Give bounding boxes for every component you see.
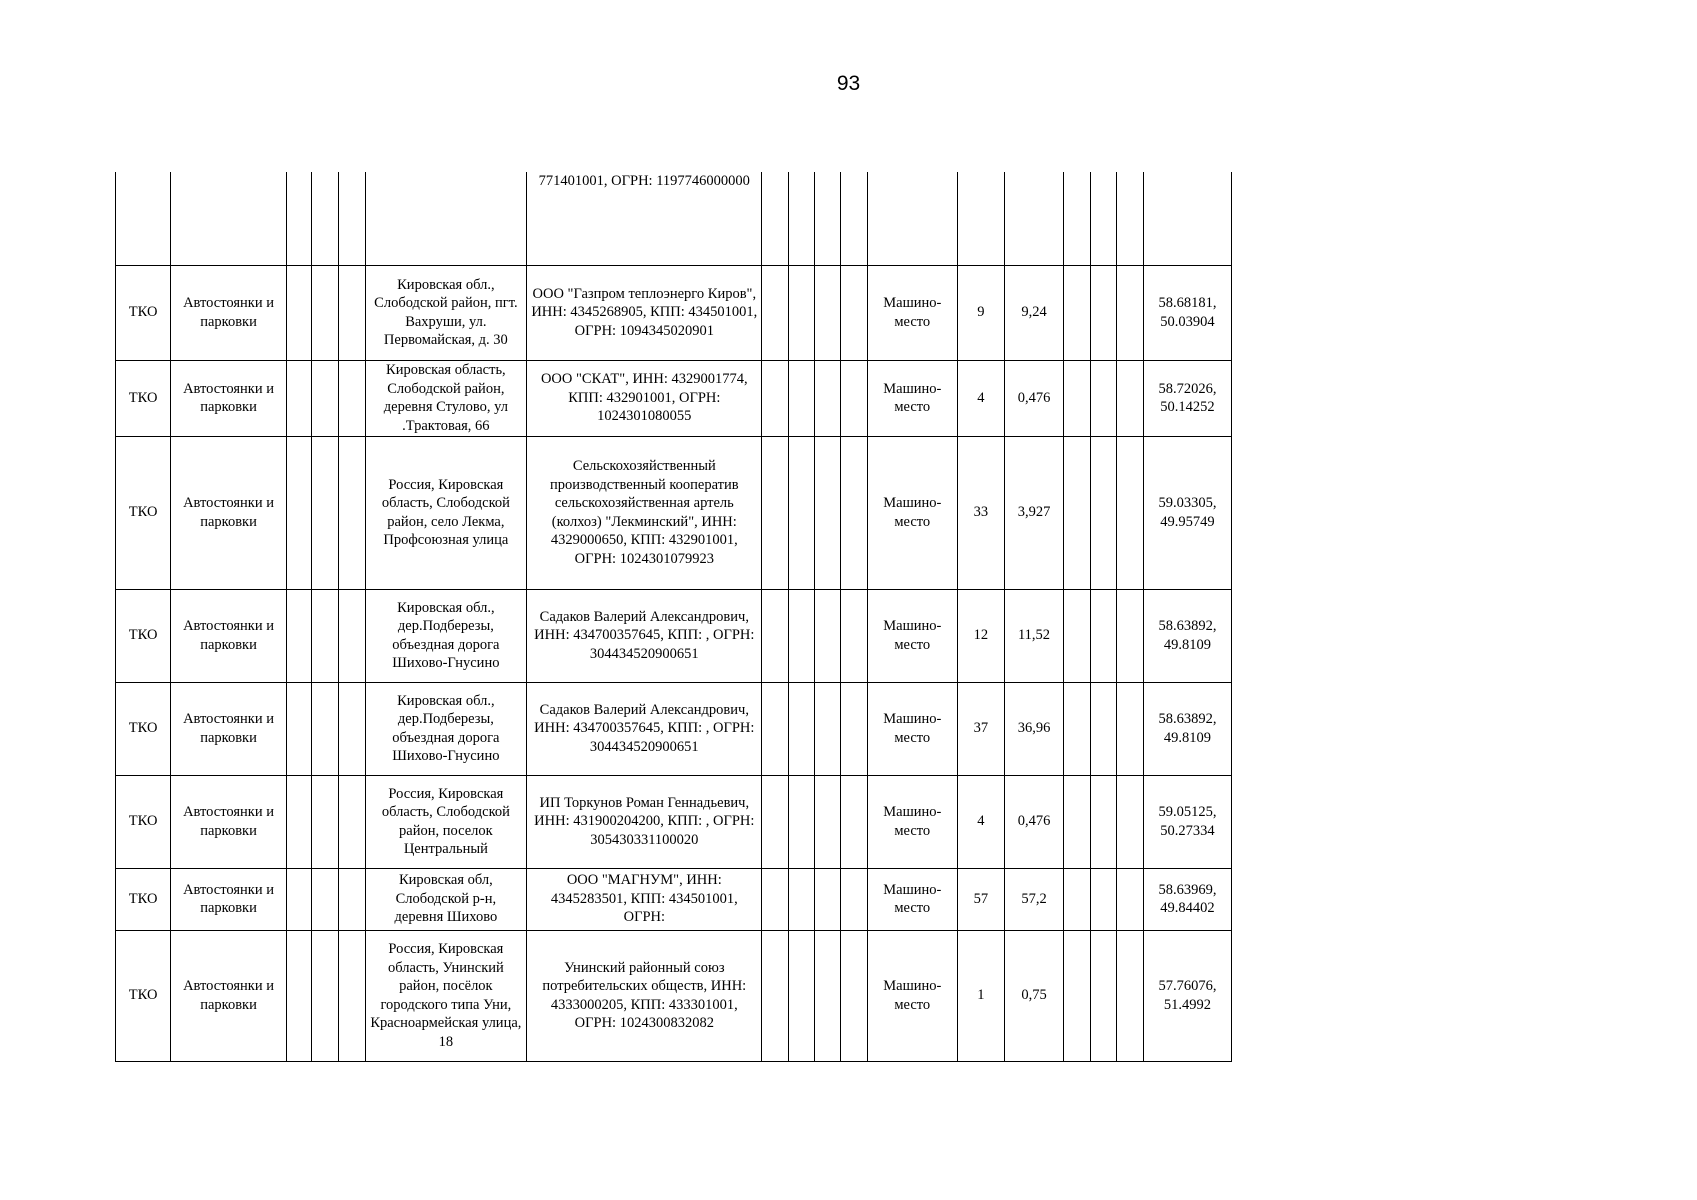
address-cell: Кировская обл, Слободской р-н, деревня Шихово (365, 868, 527, 930)
empty-cell (1064, 360, 1091, 436)
address-cell: Россия, Кировская область, Слободской район, поселок Центральный (365, 775, 527, 868)
empty-cell (762, 360, 789, 436)
empty-cell (1117, 436, 1144, 589)
empty-cell (1090, 775, 1117, 868)
empty-cell (312, 265, 339, 360)
type-cell: ТКО (116, 930, 171, 1061)
registry-table (115, 172, 1232, 1062)
empty-cell (841, 589, 868, 682)
empty-cell (762, 682, 789, 775)
empty-cell (841, 360, 868, 436)
category-cell: Автостоянки и парковки (171, 930, 287, 1061)
table-row (116, 436, 1232, 589)
coords-cell: 59.05125, 50.27334 (1143, 775, 1231, 868)
empty-cell (1090, 360, 1117, 436)
empty-cell (312, 589, 339, 682)
empty-cell (789, 589, 815, 682)
empty-cell (1090, 682, 1117, 775)
empty-cell (1090, 868, 1117, 930)
empty-cell (762, 589, 789, 682)
empty-cell (1064, 682, 1091, 775)
empty-cell (762, 775, 789, 868)
address-cell: Кировская обл., Слободской район, пгт. Вахруши, ул. Первомайская, д. 30 (365, 265, 527, 360)
owner-cell: Унинский районный союз потребительских обществ, ИНН: 4333000205, КПП: 433301001, ОГРН: 1024300832082 (527, 930, 762, 1061)
category-cell: Автостоянки и парковки (171, 436, 287, 589)
unit-cell: Машино-место (867, 930, 957, 1061)
empty-cell (1117, 775, 1144, 868)
empty-cell (814, 589, 841, 682)
empty-cell (814, 868, 841, 930)
empty-cell (789, 360, 815, 436)
type-cell: ТКО (116, 360, 171, 436)
empty-cell (338, 868, 365, 930)
empty-cell (789, 868, 815, 930)
empty-cell (338, 682, 365, 775)
table-row (116, 589, 1232, 682)
empty-cell (789, 682, 815, 775)
unit-cell: Машино-место (867, 265, 957, 360)
count-cell: 12 (957, 589, 1004, 682)
count-cell: 9 (957, 265, 1004, 360)
owner-cell: ИП Торкунов Роман Геннадьевич, ИНН: 431900204200, КПП: , ОГРН: 305430331100020 (527, 775, 762, 868)
owner-cell: Садаков Валерий Александрович, ИНН: 434700357645, КПП: , ОГРН: 304434520900651 (527, 589, 762, 682)
owner-cell: Сельскохозяйственный производственный кооператив сельскохозяйственная артель (колхоз) "Лекминский", ИНН: 4329000650, КПП: 432901001, ОГРН: 1024301079923 (527, 436, 762, 589)
count-cell: 33 (957, 436, 1004, 589)
category-cell: Автостоянки и парковки (171, 265, 287, 360)
type-cell: ТКО (116, 775, 171, 868)
empty-cell (1064, 868, 1091, 930)
empty-cell (841, 436, 868, 589)
type-cell: ТКО (116, 682, 171, 775)
empty-cell (1117, 265, 1144, 360)
value-cell: 0,75 (1004, 930, 1063, 1061)
empty-cell (1117, 682, 1144, 775)
count-cell: 1 (957, 930, 1004, 1061)
empty-cell (1117, 589, 1144, 682)
empty-cell (338, 589, 365, 682)
table-row (116, 360, 1232, 436)
coords-cell: 58.68181, 50.03904 (1143, 265, 1231, 360)
owner-cell: ООО "МАГНУМ", ИНН: 4345283501, КПП: 434501001, ОГРН: (527, 868, 762, 930)
continuation-row (116, 172, 1232, 265)
count-cell: 37 (957, 682, 1004, 775)
unit-cell: Машино-место (867, 775, 957, 868)
empty-cell (762, 436, 789, 589)
unit-cell: Машино-место (867, 436, 957, 589)
empty-cell (286, 589, 312, 682)
empty-cell (814, 360, 841, 436)
empty-cell (338, 360, 365, 436)
empty-cell (814, 682, 841, 775)
coords-cell: 58.63892, 49.8109 (1143, 589, 1231, 682)
empty-cell (1064, 775, 1091, 868)
coords-cell: 58.72026, 50.14252 (1143, 360, 1231, 436)
empty-cell (814, 436, 841, 589)
table-row (116, 265, 1232, 360)
empty-cell (338, 436, 365, 589)
type-cell: ТКО (116, 589, 171, 682)
category-cell: Автостоянки и парковки (171, 682, 287, 775)
category-cell: Автостоянки и парковки (171, 589, 287, 682)
category-cell: Автостоянки и парковки (171, 360, 287, 436)
empty-cell (286, 682, 312, 775)
empty-cell (312, 930, 339, 1061)
empty-cell (789, 436, 815, 589)
count-cell: 57 (957, 868, 1004, 930)
address-cell: Россия, Кировская область, Слободской район, село Лекма, Профсоюзная улица (365, 436, 527, 589)
continuation-owner-cell: 771401001, ОГРН: 1197746000000 (527, 172, 762, 265)
table-row (116, 775, 1232, 868)
empty-cell (762, 868, 789, 930)
value-cell: 9,24 (1004, 265, 1063, 360)
empty-cell (286, 930, 312, 1061)
empty-cell (1117, 868, 1144, 930)
empty-cell (1064, 930, 1091, 1061)
value-cell: 57,2 (1004, 868, 1063, 930)
empty-cell (814, 265, 841, 360)
owner-cell: ООО "Газпром теплоэнерго Киров", ИНН: 4345268905, КПП: 434501001, ОГРН: 1094345020901 (527, 265, 762, 360)
empty-cell (789, 265, 815, 360)
empty-cell (286, 436, 312, 589)
empty-cell (286, 868, 312, 930)
table-row (116, 930, 1232, 1061)
value-cell: 11,52 (1004, 589, 1063, 682)
empty-cell (841, 775, 868, 868)
value-cell: 3,927 (1004, 436, 1063, 589)
table-row (116, 682, 1232, 775)
count-cell: 4 (957, 775, 1004, 868)
unit-cell: Машино-место (867, 868, 957, 930)
owner-cell: Садаков Валерий Александрович, ИНН: 434700357645, КПП: , ОГРН: 304434520900651 (527, 682, 762, 775)
coords-cell: 58.63969, 49.84402 (1143, 868, 1231, 930)
owner-cell: ООО "СКАТ", ИНН: 4329001774, КПП: 432901001, ОГРН: 1024301080055 (527, 360, 762, 436)
coords-cell: 58.63892, 49.8109 (1143, 682, 1231, 775)
empty-cell (286, 265, 312, 360)
empty-cell (1090, 589, 1117, 682)
empty-cell (762, 930, 789, 1061)
empty-cell (789, 775, 815, 868)
type-cell: ТКО (116, 265, 171, 360)
empty-cell (286, 360, 312, 436)
coords-cell: 57.76076, 51.4992 (1143, 930, 1231, 1061)
unit-cell: Машино-место (867, 589, 957, 682)
page-number: 93 (836, 72, 861, 95)
empty-cell (338, 930, 365, 1061)
empty-cell (312, 436, 339, 589)
empty-cell (1090, 930, 1117, 1061)
empty-cell (841, 930, 868, 1061)
type-cell: ТКО (116, 868, 171, 930)
empty-cell (1064, 589, 1091, 682)
address-cell: Кировская область, Слободской район, деревня Стулово, ул .Трактовая, 66 (365, 360, 527, 436)
address-cell: Кировская обл., дер.Подберезы, объездная дорога Шихово-Гнусино (365, 682, 527, 775)
empty-cell (814, 930, 841, 1061)
value-cell: 0,476 (1004, 360, 1063, 436)
empty-cell (1117, 930, 1144, 1061)
value-cell: 0,476 (1004, 775, 1063, 868)
empty-cell (312, 360, 339, 436)
empty-cell (338, 775, 365, 868)
empty-cell (841, 265, 868, 360)
registry-body (116, 172, 1232, 1061)
empty-cell (312, 682, 339, 775)
category-cell: Автостоянки и парковки (171, 868, 287, 930)
value-cell: 36,96 (1004, 682, 1063, 775)
empty-cell (312, 868, 339, 930)
empty-cell (1090, 436, 1117, 589)
empty-cell (1064, 436, 1091, 589)
type-cell: ТКО (116, 436, 171, 589)
empty-cell (789, 930, 815, 1061)
empty-cell (841, 868, 868, 930)
unit-cell: Машино-место (867, 360, 957, 436)
category-cell: Автостоянки и парковки (171, 775, 287, 868)
empty-cell (814, 775, 841, 868)
count-cell: 4 (957, 360, 1004, 436)
table-row (116, 868, 1232, 930)
empty-cell (762, 265, 789, 360)
empty-cell (286, 775, 312, 868)
empty-cell (1090, 265, 1117, 360)
address-cell: Россия, Кировская область, Унинский район, посёлок городского типа Уни, Красноармейская улица, 18 (365, 930, 527, 1061)
empty-cell (1064, 265, 1091, 360)
coords-cell: 59.03305, 49.95749 (1143, 436, 1231, 589)
empty-cell (1117, 360, 1144, 436)
empty-cell (841, 682, 868, 775)
empty-cell (338, 265, 365, 360)
address-cell: Кировская обл., дер.Подберезы, объездная дорога Шихово-Гнусино (365, 589, 527, 682)
unit-cell: Машино-место (867, 682, 957, 775)
empty-cell (312, 775, 339, 868)
